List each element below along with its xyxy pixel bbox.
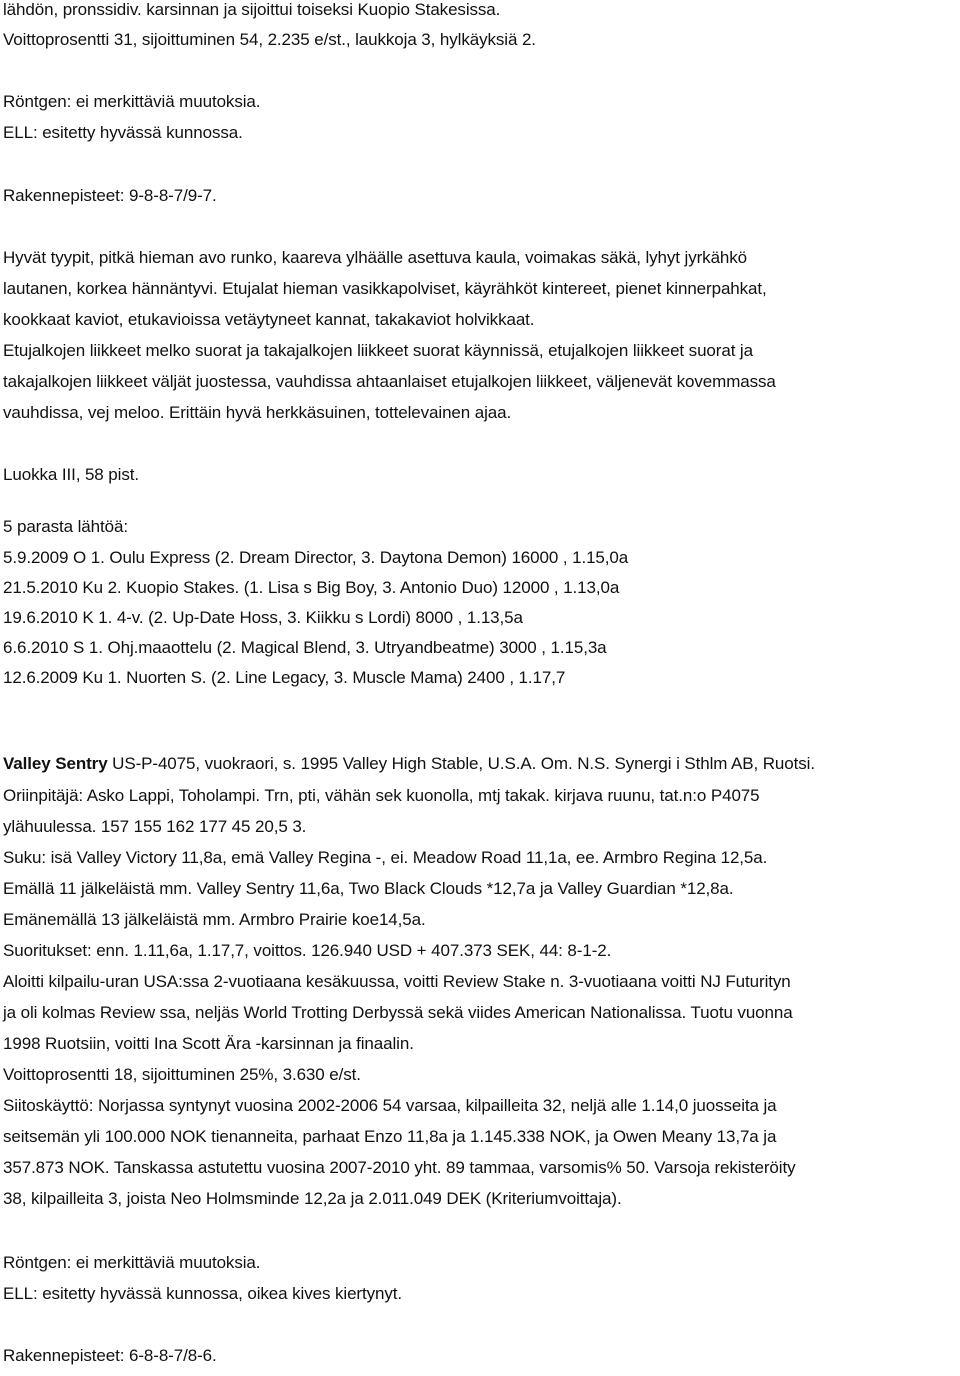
text-line: Emällä 11 jälkeläistä mm. Valley Sentry 11,6a, Two Black Clouds *12,7a ja Valley Guardian *12,8a.	[3, 879, 734, 898]
best-start-row: 19.6.2010 K 1. 4-v. (2. Up-Date Hoss, 3. Kiikku s Lordi) 8000 , 1.13,5a	[3, 608, 523, 627]
text-line: seitsemän yli 100.000 NOK tienanneita, parhaat Enzo 11,8a ja 1.145.338 NOK, ja Owen Meany 13,7a ja	[3, 1127, 777, 1146]
text-line: Voittoprosentti 31, sijoittuminen 54, 2.235 e/st., laukkoja 3, hylkäyksiä 2.	[3, 30, 536, 49]
description-line: kookkaat kaviot, etukavioissa vetäytyneet kannat, takakaviot holvikkaat.	[3, 310, 535, 329]
best-start-row: 12.6.2009 Ku 1. Nuorten S. (2. Line Legacy, 3. Muscle Mama) 2400 , 1.17,7	[3, 668, 566, 687]
text-line: ja oli kolmas Review ssa, neljäs World Trotting Derbyssä sekä viides American Nationalissa. Tuotu vuonna	[3, 1003, 793, 1022]
text-line: Suoritukset: enn. 1.11,6a, 1.17,7, voittos. 126.940 USD + 407.373 SEK, 44: 8-1-2.	[3, 941, 612, 960]
description-line: takajalkojen liikkeet väljät juostessa, vauhdissa ahtaanlaiset etujalkojen liikkeet, väljenevät kovemmassa	[3, 372, 776, 391]
xray-line: Röntgen: ei merkittäviä muutoksia.	[3, 92, 261, 111]
best-start-row: 5.9.2009 O 1. Oulu Express (2. Dream Director, 3. Daytona Demon) 16000 , 1.15,0a	[3, 548, 629, 567]
class-line: Luokka III, 58 pist.	[3, 465, 139, 484]
description-line: Etujalkojen liikkeet melko suorat ja takajalkojen liikkeet suorat käynnissä, etujalkojen liikkeet suorat ja	[3, 341, 753, 360]
text-line: Suku: isä Valley Victory 11,8a, emä Valley Regina -, ei. Meadow Road 11,1a, ee. Armbro Regina 12,5a.	[3, 848, 768, 867]
text-line: Siitoskäyttö: Norjassa syntynyt vuosina 2002-2006 54 varsaa, kilpailleita 32, neljä alle 1.14,0 juosseita ja	[3, 1096, 777, 1115]
text-line: Voittoprosentti 18, sijoittuminen 25%, 3.630 e/st.	[3, 1065, 361, 1084]
text-line: 1998 Ruotsiin, voitti Ina Scott Ära -karsinnan ja finaalin.	[3, 1034, 414, 1053]
vet-line: ELL: esitetty hyvässä kunnossa, oikea kives kiertynyt.	[3, 1284, 403, 1303]
horse-header-details: US-P-4075, vuokraori, s. 1995 Valley High Stable, U.S.A. Om. N.S. Synergi i Sthlm AB, Ruotsi.	[107, 754, 815, 773]
text-line: ylähuulessa. 157 155 162 177 45 20,5 3.	[3, 817, 307, 836]
best-start-row: 6.6.2010 S 1. Ohj.maaottelu (2. Magical Blend, 3. Utryandbeatme) 3000 , 1.15,3a	[3, 638, 607, 657]
text-line: 357.873 NOK. Tanskassa astutettu vuosina 2007-2010 yht. 89 tammaa, varsomis% 50. Varsoja rekisteröity	[3, 1158, 796, 1177]
text-line: Aloitti kilpailu-uran USA:ssa 2-vuotiaana kesäkuussa, voitti Review Stake n. 3-vuotiaana voitti NJ Futurityn	[3, 972, 791, 991]
structure-points: Rakennepisteet: 6-8-8-7/8-6.	[3, 1346, 217, 1365]
description-line: vauhdissa, vej meloo. Erittäin hyvä herkkäsuinen, tottelevainen ajaa.	[3, 403, 512, 422]
description-line: Hyvät tyypit, pitkä hieman avo runko, kaareva ylhäälle asettuva kaula, voimakas säkä, lyhyt jyrkähkö	[3, 248, 748, 267]
horse-header	[3, 754, 815, 774]
best-start-row: 21.5.2010 Ku 2. Kuopio Stakes. (1. Lisa s Big Boy, 3. Antonio Duo) 12000 , 1.13,0a	[3, 578, 620, 597]
structure-points: Rakennepisteet: 9-8-8-7/9-7.	[3, 186, 217, 205]
text-line: 38, kilpailleita 3, joista Neo Holmsminde 12,2a ja 2.011.049 DEK (Kriteriumvoittaja).	[3, 1189, 622, 1208]
horse-name: Valley Sentry	[3, 754, 108, 773]
description-line: lautanen, korkea hännäntyvi. Etujalat hieman vasikkapolviset, käyrähköt kintereet, pienet kinnerpahkat,	[3, 279, 767, 298]
text-line: lähdön, pronssidiv. karsinnan ja sijoittui toiseksi Kuopio Stakesissa.	[3, 0, 501, 19]
vet-line: ELL: esitetty hyvässä kunnossa.	[3, 123, 243, 142]
xray-line: Röntgen: ei merkittäviä muutoksia.	[3, 1253, 261, 1272]
text-line: Emänemällä 13 jälkeläistä mm. Armbro Prairie koe14,5a.	[3, 910, 426, 929]
best-starts-title: 5 parasta lähtöä:	[3, 517, 128, 536]
text-line: Oriinpitäjä: Asko Lappi, Toholampi. Trn, pti, vähän sek kuonolla, mtj takak. kirjava ruunu, tat.n:o P4075	[3, 786, 760, 805]
